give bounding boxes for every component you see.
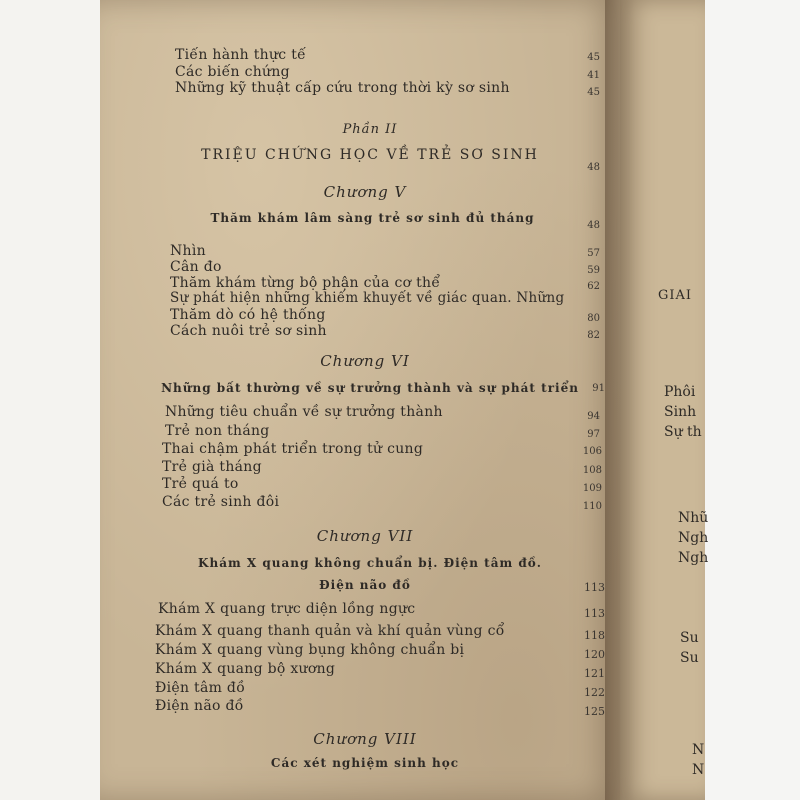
- right-fragment: Nhũ: [678, 510, 709, 526]
- right-fragment: Su: [680, 650, 699, 666]
- toc-page: 113: [584, 607, 605, 620]
- right-fragment: Ngh: [678, 550, 709, 566]
- toc-page: 97: [587, 429, 600, 440]
- right-fragment: N: [692, 762, 705, 778]
- chapter-subtitle: Các xét nghiệm sinh học: [270, 756, 460, 770]
- part-title: TRIỆU CHỨNG HỌC VỀ TRẺ SƠ SINH: [201, 147, 539, 163]
- toc-page: 45: [587, 87, 600, 98]
- chapter-subtitle: Khám X quang không chuẩn bị. Điện tâm đồ.: [198, 556, 542, 570]
- toc-page: 94: [587, 411, 600, 422]
- toc-page: 48: [587, 220, 600, 231]
- toc-page: 118: [584, 629, 605, 642]
- toc-entry: Những tiêu chuẩn về sự trưởng thành: [165, 404, 443, 420]
- chapter-subtitle: Điện não đồ: [319, 578, 411, 592]
- toc-entry: Những kỹ thuật cấp cứu trong thời kỳ sơ sinh: [175, 80, 510, 96]
- toc-entry: Cách nuôi trẻ sơ sinh: [170, 323, 327, 339]
- toc-page: 106: [582, 446, 602, 457]
- toc-entry: Trẻ già tháng: [162, 459, 262, 475]
- right-fragment: GIAI: [658, 288, 693, 303]
- toc-entry: Khám X quang trực diện lồng ngực: [158, 601, 416, 617]
- toc-entry: Các trẻ sinh đôi: [162, 494, 280, 510]
- toc-entry: Cân đo: [170, 259, 222, 275]
- toc-page: 91: [592, 383, 605, 394]
- right-fragment: Su: [680, 630, 699, 646]
- toc-page: 110: [582, 501, 602, 512]
- toc-entry: Tiến hành thực tế: [175, 47, 307, 63]
- toc-page: 122: [584, 686, 605, 699]
- toc-entry: Sự phát hiện những khiếm khuyết về giác quan. Những: [170, 290, 565, 306]
- toc-entry: Thai chậm phát triển trong tử cung: [162, 441, 424, 457]
- chapter-label: Chương VII: [316, 527, 414, 545]
- toc-page: 82: [587, 330, 600, 341]
- toc-entry: Thăm khám từng bộ phận của cơ thể: [170, 275, 441, 291]
- toc-page: 80: [587, 313, 600, 324]
- toc-entry: Nhìn: [170, 243, 206, 259]
- toc-page: 121: [584, 667, 605, 680]
- toc-page: 48: [587, 162, 600, 173]
- right-fragment: Sự th: [664, 424, 702, 440]
- toc-page: 62: [587, 281, 600, 292]
- right-fragment: Phôi: [664, 384, 696, 400]
- toc-entry: Điện tâm đồ: [155, 680, 246, 696]
- toc-page: 109: [582, 483, 602, 494]
- chapter-label: Chương VI: [320, 352, 410, 370]
- chapter-subtitle: Thăm khám lâm sàng trẻ sơ sinh đủ tháng: [210, 211, 535, 225]
- toc-page: 120: [584, 648, 605, 661]
- toc-page: 125: [584, 705, 605, 718]
- toc-entry: Trẻ quá to: [162, 476, 239, 492]
- right-page-text: [620, 0, 709, 800]
- background: [705, 0, 800, 800]
- toc-entry: Khám X quang thanh quản và khí quản vùng cổ: [155, 623, 505, 639]
- toc-page: 59: [587, 265, 600, 276]
- toc-entry: Trẻ non tháng: [165, 423, 270, 439]
- toc-entry: Các biến chứng: [175, 64, 290, 80]
- right-fragment: N: [692, 742, 705, 758]
- toc-page: 108: [582, 465, 602, 476]
- toc-entry: Khám X quang bộ xương: [155, 661, 336, 677]
- part-label: Phần II: [342, 122, 398, 137]
- right-fragment: Ngh: [678, 530, 709, 546]
- toc-entry: Khám X quang vùng bụng không chuẩn bị: [155, 642, 465, 658]
- toc-entry: Thăm dò có hệ thống: [170, 307, 326, 323]
- chapter-subtitle: Những bất thường về sự trưởng thành và sự phát triển: [161, 381, 579, 395]
- toc-page: 41: [587, 70, 600, 81]
- toc-page: 113: [584, 581, 605, 594]
- toc-page: 45: [587, 52, 600, 63]
- chapter-label: Chương V: [323, 183, 407, 201]
- chapter-label: Chương VIII: [313, 730, 417, 748]
- right-fragment: Sinh: [664, 404, 697, 420]
- toc-page: 57: [587, 248, 600, 259]
- toc-entry: Điện não đồ: [155, 698, 244, 714]
